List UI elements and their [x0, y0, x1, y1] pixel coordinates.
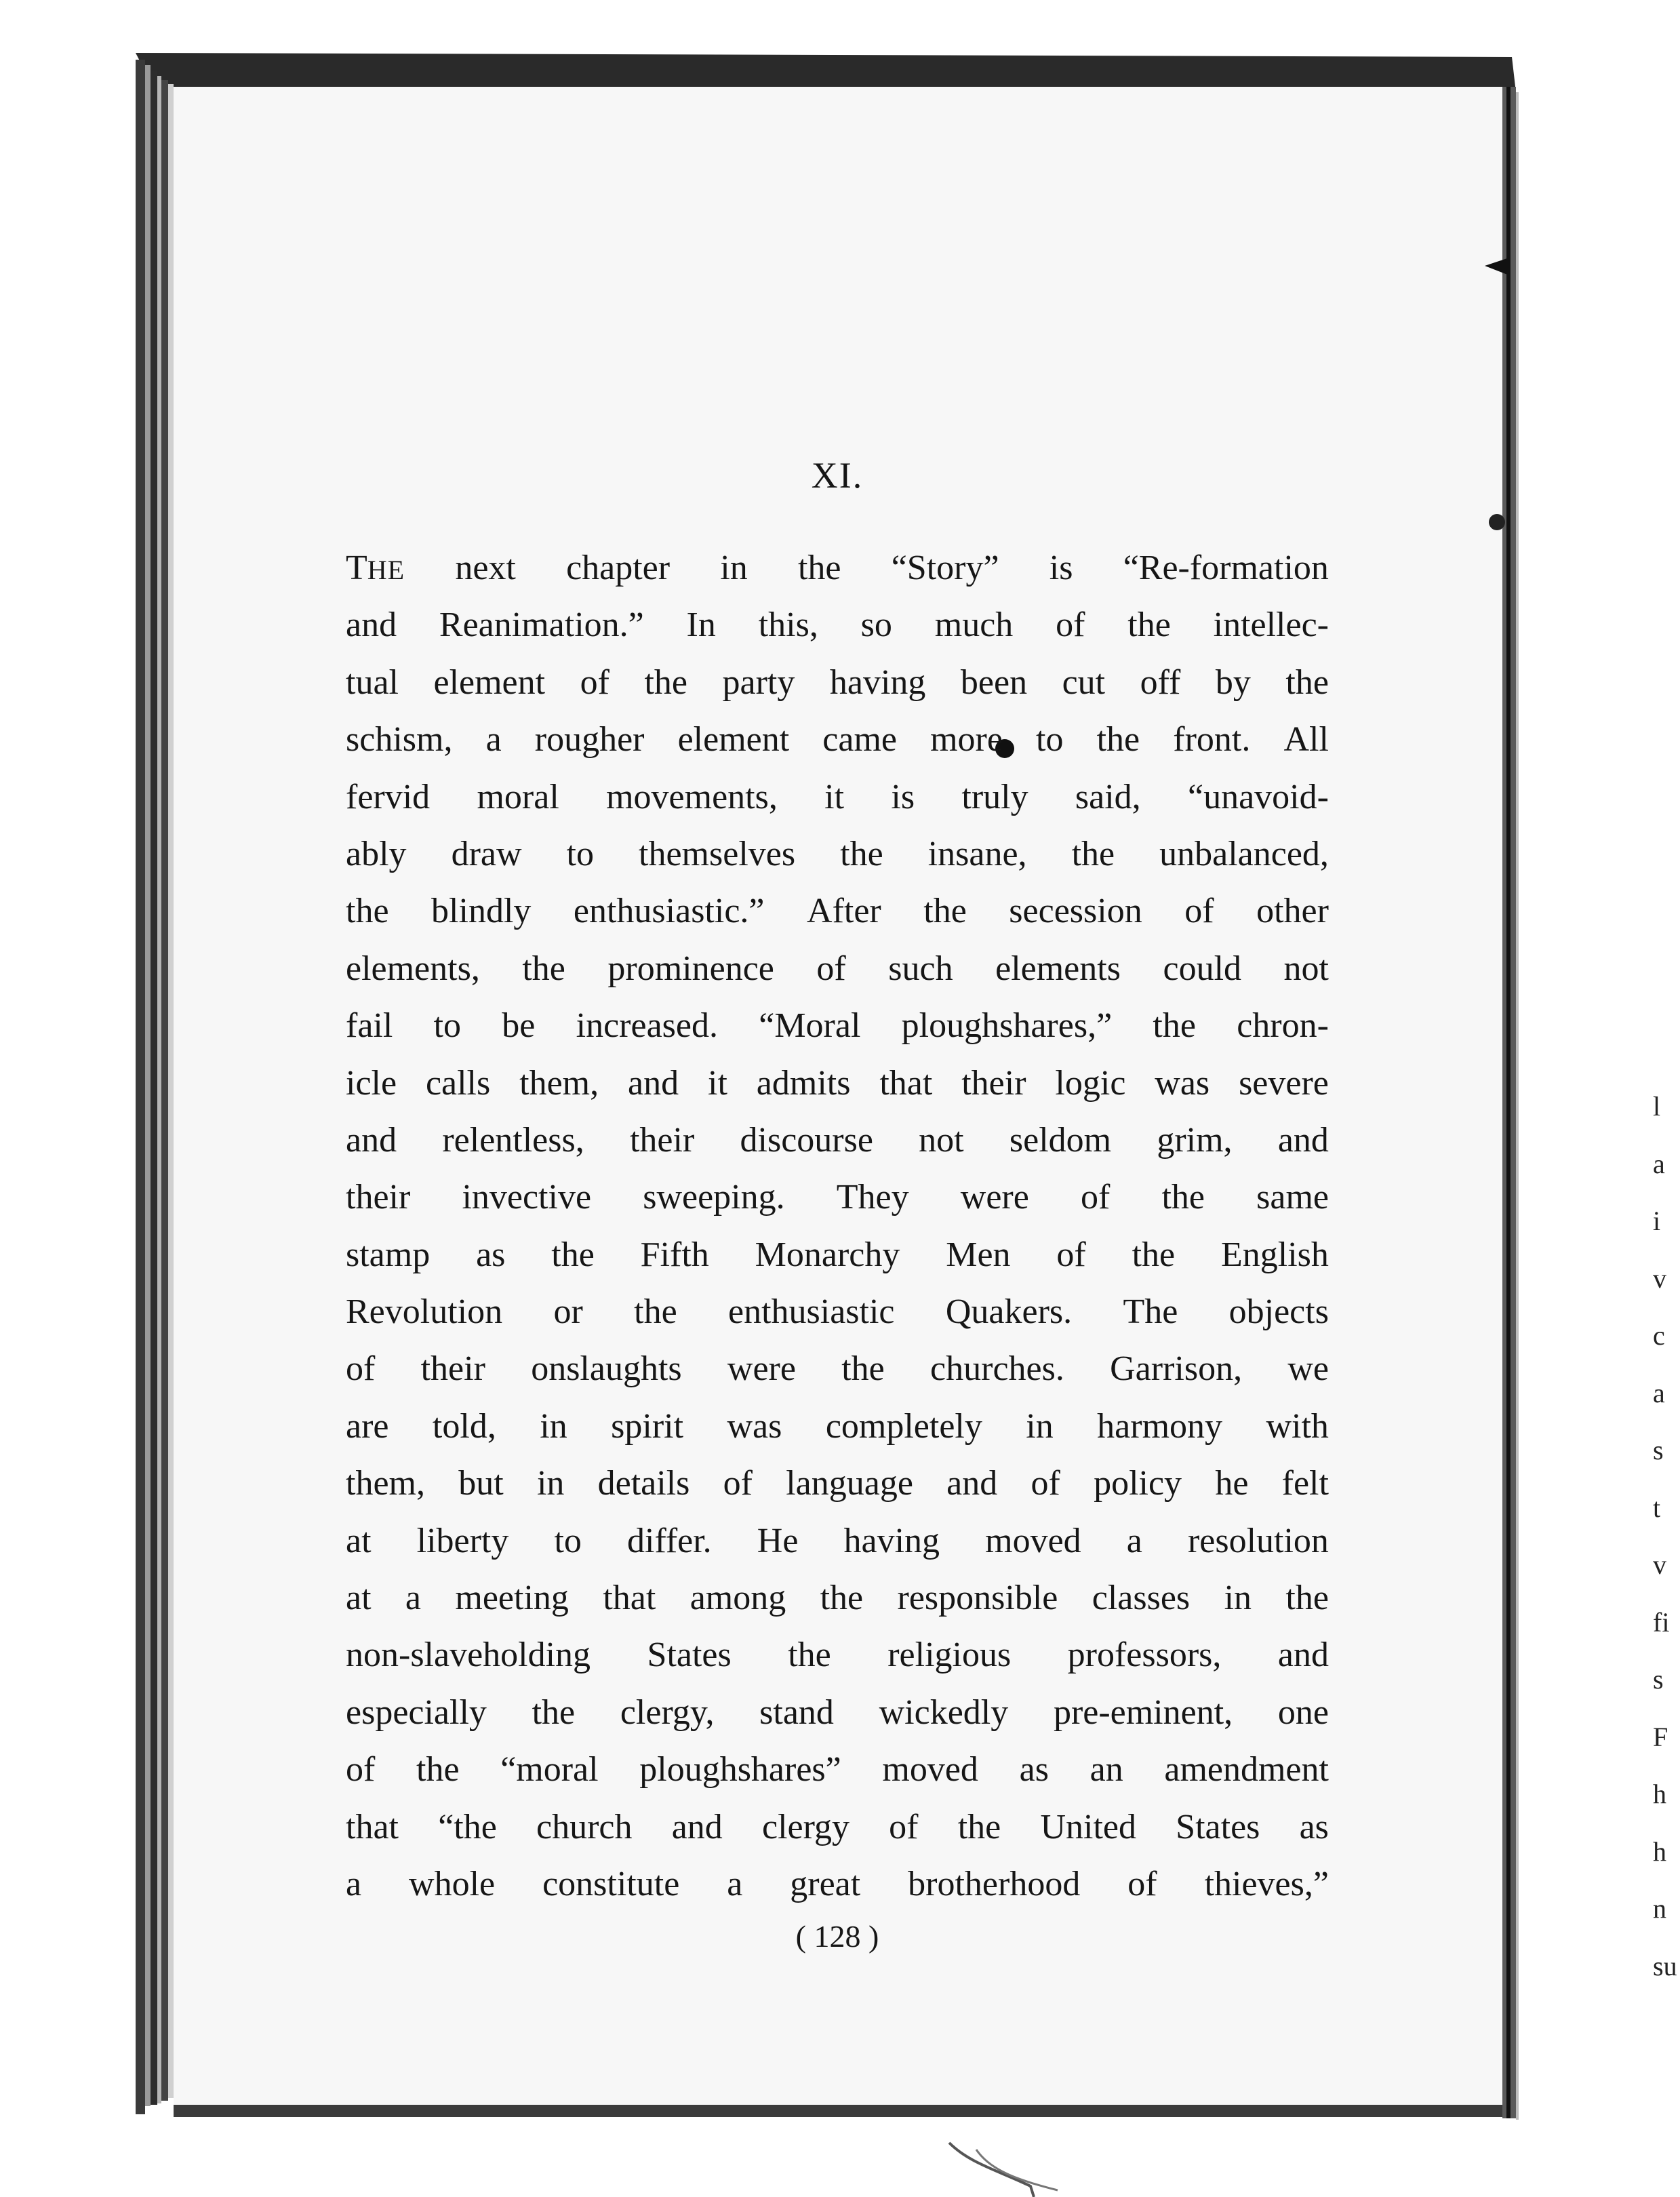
fragment-letter: a — [1653, 1377, 1665, 1408]
text-line: fail to be increased. “Moral ploughshares,” the chron- — [346, 1006, 1329, 1046]
fragment-letter: v — [1653, 1263, 1666, 1294]
text-line: and Reanimation.” In this, so much of the intellec- — [346, 606, 1329, 645]
text-line: fervid moral movements, it is truly said, “unavoid- — [346, 777, 1329, 816]
text-line: them, but in details of language and of policy he felt — [346, 1464, 1329, 1503]
text-line: Revolution or the enthusiastic Quakers. The objects — [346, 1292, 1329, 1332]
fragment-letter: a — [1653, 1148, 1665, 1179]
text-line: a whole constitute a great brotherhood of thieves,” — [346, 1864, 1329, 1903]
fragment-letter: v — [1653, 1549, 1666, 1580]
text-line: the blindly enthusiastic.” After the secession of other — [346, 892, 1329, 931]
fragment-letter: F — [1653, 1721, 1668, 1752]
text-line: elements, the prominence of such elements could not — [346, 949, 1329, 988]
fragment-letter: h — [1653, 1779, 1666, 1809]
text-line: their invective sweeping. They were of the same — [346, 1178, 1329, 1217]
text-line: especially the clergy, stand wickedly pre-eminent, one — [346, 1693, 1329, 1732]
text-line: non-slaveholding States the religious professors, and — [346, 1636, 1329, 1675]
text-line: that “the church and clergy of the United States as — [346, 1807, 1329, 1846]
facing-page-text-fragment — [1653, 1078, 1680, 1995]
text-line: stamp as the Fifth Monarchy Men of the English — [346, 1235, 1329, 1274]
fragment-letter: s — [1653, 1435, 1664, 1465]
text-line: at a meeting that among the responsible classes in the — [346, 1579, 1329, 1618]
page-number: ( 128 ) — [795, 1919, 879, 1954]
text-line: are told, in spirit was completely in harmony with — [346, 1406, 1329, 1446]
body-text — [346, 540, 1329, 1913]
fragment-letter: su — [1653, 1950, 1677, 1981]
text-line: of the “moral ploughshares” moved as an amendment — [346, 1750, 1329, 1789]
fragment-letter: n — [1653, 1893, 1666, 1924]
page-text-block — [346, 441, 1329, 1960]
text-line: ably draw to themselves the insane, the unbalanced, — [346, 834, 1329, 873]
fragment-letter: h — [1653, 1836, 1666, 1867]
text-line: schism, a rougher element came more to the front. All — [346, 720, 1329, 759]
fragment-letter: i — [1653, 1206, 1661, 1236]
chapter-heading: XI. — [811, 455, 864, 496]
fragment-letter: c — [1653, 1320, 1665, 1351]
fragment-letter: l — [1653, 1091, 1661, 1122]
text-line: at liberty to differ. He having moved a resolution — [346, 1521, 1329, 1560]
text-line: and relentless, their discourse not seldom grim, and — [346, 1120, 1329, 1160]
fragment-letter: fi — [1653, 1606, 1670, 1638]
fragment-letter: t — [1653, 1492, 1661, 1523]
fragment-letter: s — [1653, 1664, 1664, 1695]
text-line: THE next chapter in the “Story” is “Re-formation — [346, 549, 1329, 587]
text-line: tual element of the party having been cut off by the — [346, 662, 1329, 702]
text-line: of their onslaughts were the churches. Garrison, we — [346, 1349, 1329, 1389]
text-line: icle calls them, and it admits that their logic was severe — [346, 1063, 1329, 1103]
